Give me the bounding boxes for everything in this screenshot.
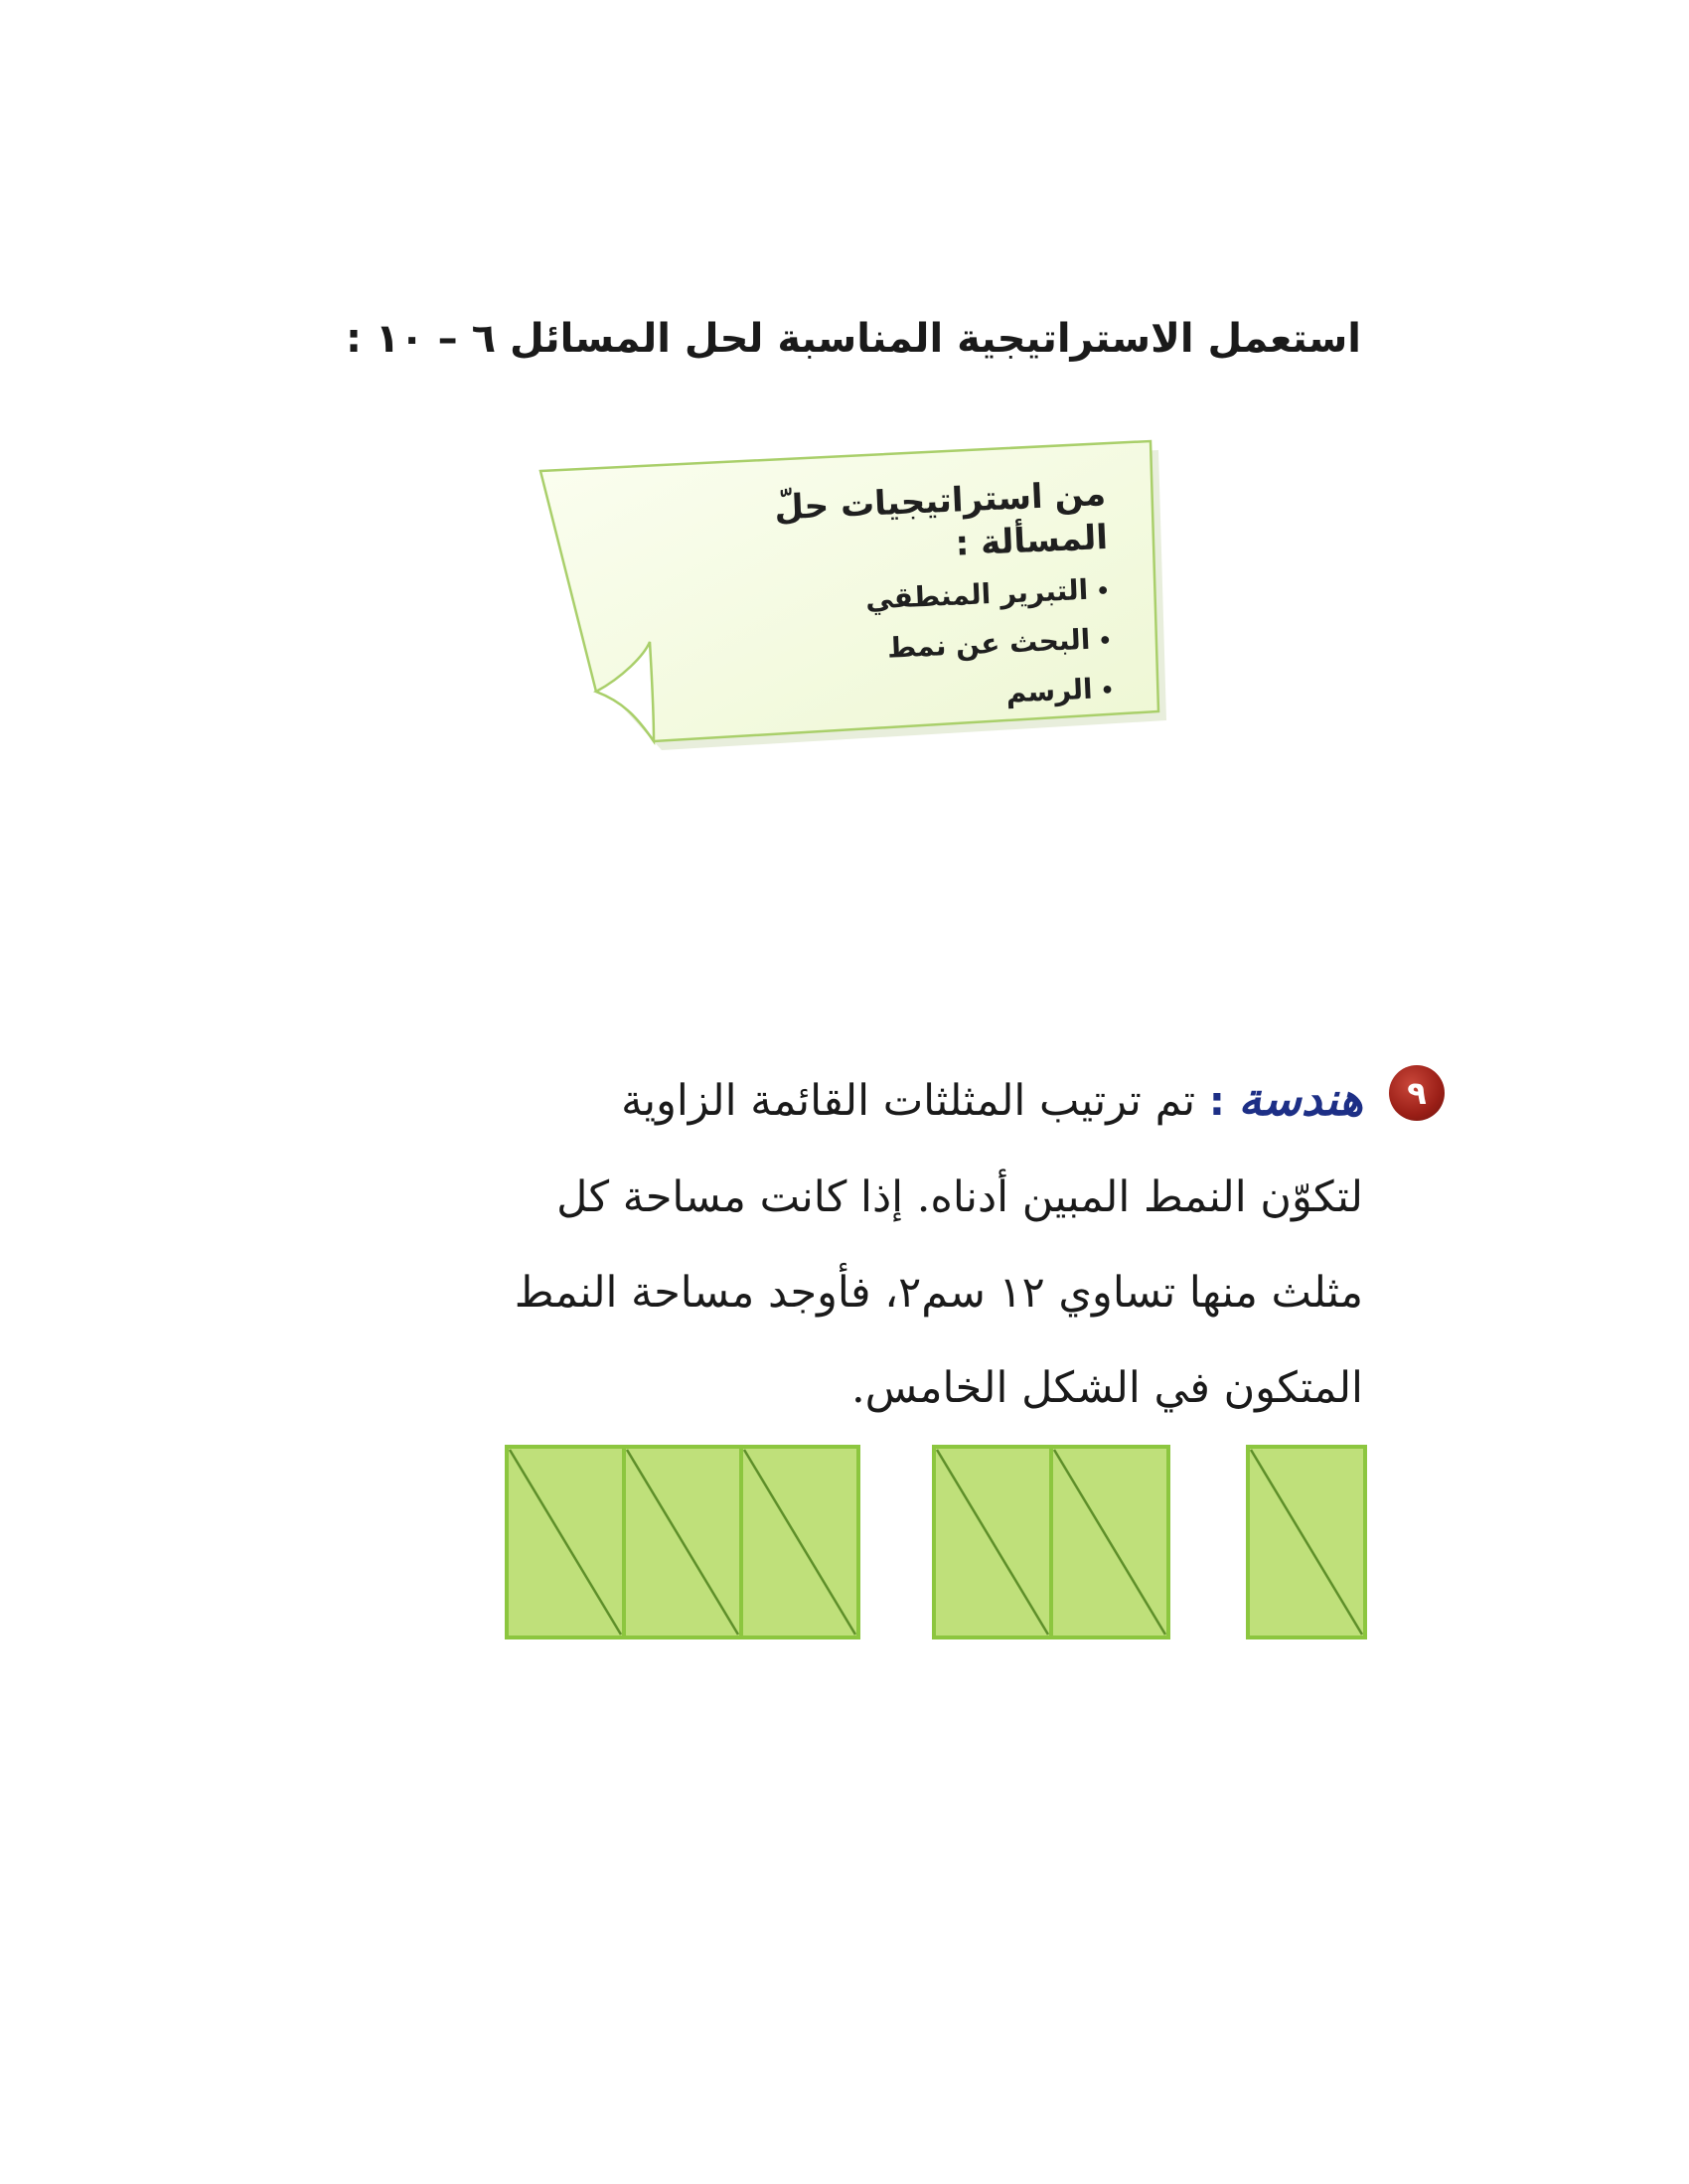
strategy-list: [593, 565, 1116, 737]
strategy-note: [527, 417, 1172, 755]
triangle-pattern-figure: [497, 1439, 1371, 1667]
strategy-item: •الرسم: [597, 665, 1116, 737]
problem-text: تم ترتيب المثلثات القائمة الزاوية: [621, 1076, 1196, 1126]
strategy-note-title: من استراتيجيات حلّ المسألة :: [773, 473, 1109, 564]
bullet-icon: •: [1100, 678, 1116, 704]
pattern-shape-1: [507, 1447, 858, 1638]
problem-number-badge: ٩: [1389, 1065, 1445, 1121]
pattern-shape-2: [934, 1447, 1168, 1638]
strategy-item: •البحث عن نمط: [595, 615, 1114, 688]
problem-9: [514, 1051, 1427, 1436]
strategy-note-content: [588, 472, 1115, 736]
problem-text-line: [529, 1051, 1363, 1150]
strategy-item: •التبرير المنطقي: [593, 565, 1112, 638]
problem-text-line: المتكون في الشكل الخامس.: [851, 1363, 1363, 1413]
problem-text-line: مثلث منها تساوي ١٢ سم٢، فأوجد مساحة النمط: [514, 1268, 1363, 1318]
problem-topic-label: هندسة: [1238, 1072, 1363, 1126]
pattern-shape-3: [1248, 1447, 1365, 1638]
bullet-icon: •: [1097, 628, 1113, 655]
triangle-pattern-svg: [497, 1439, 1371, 1667]
problem-text-line: لتكوّن النمط المبين أدناه. إذا كانت مساحة كل: [556, 1172, 1363, 1222]
problem-label-separator: :: [1208, 1079, 1225, 1125]
bullet-icon: •: [1095, 578, 1111, 605]
instruction-text: استعمل الاستراتيجية المناسبة لحل المسائل ٦ – ١٠ :: [345, 316, 1361, 362]
